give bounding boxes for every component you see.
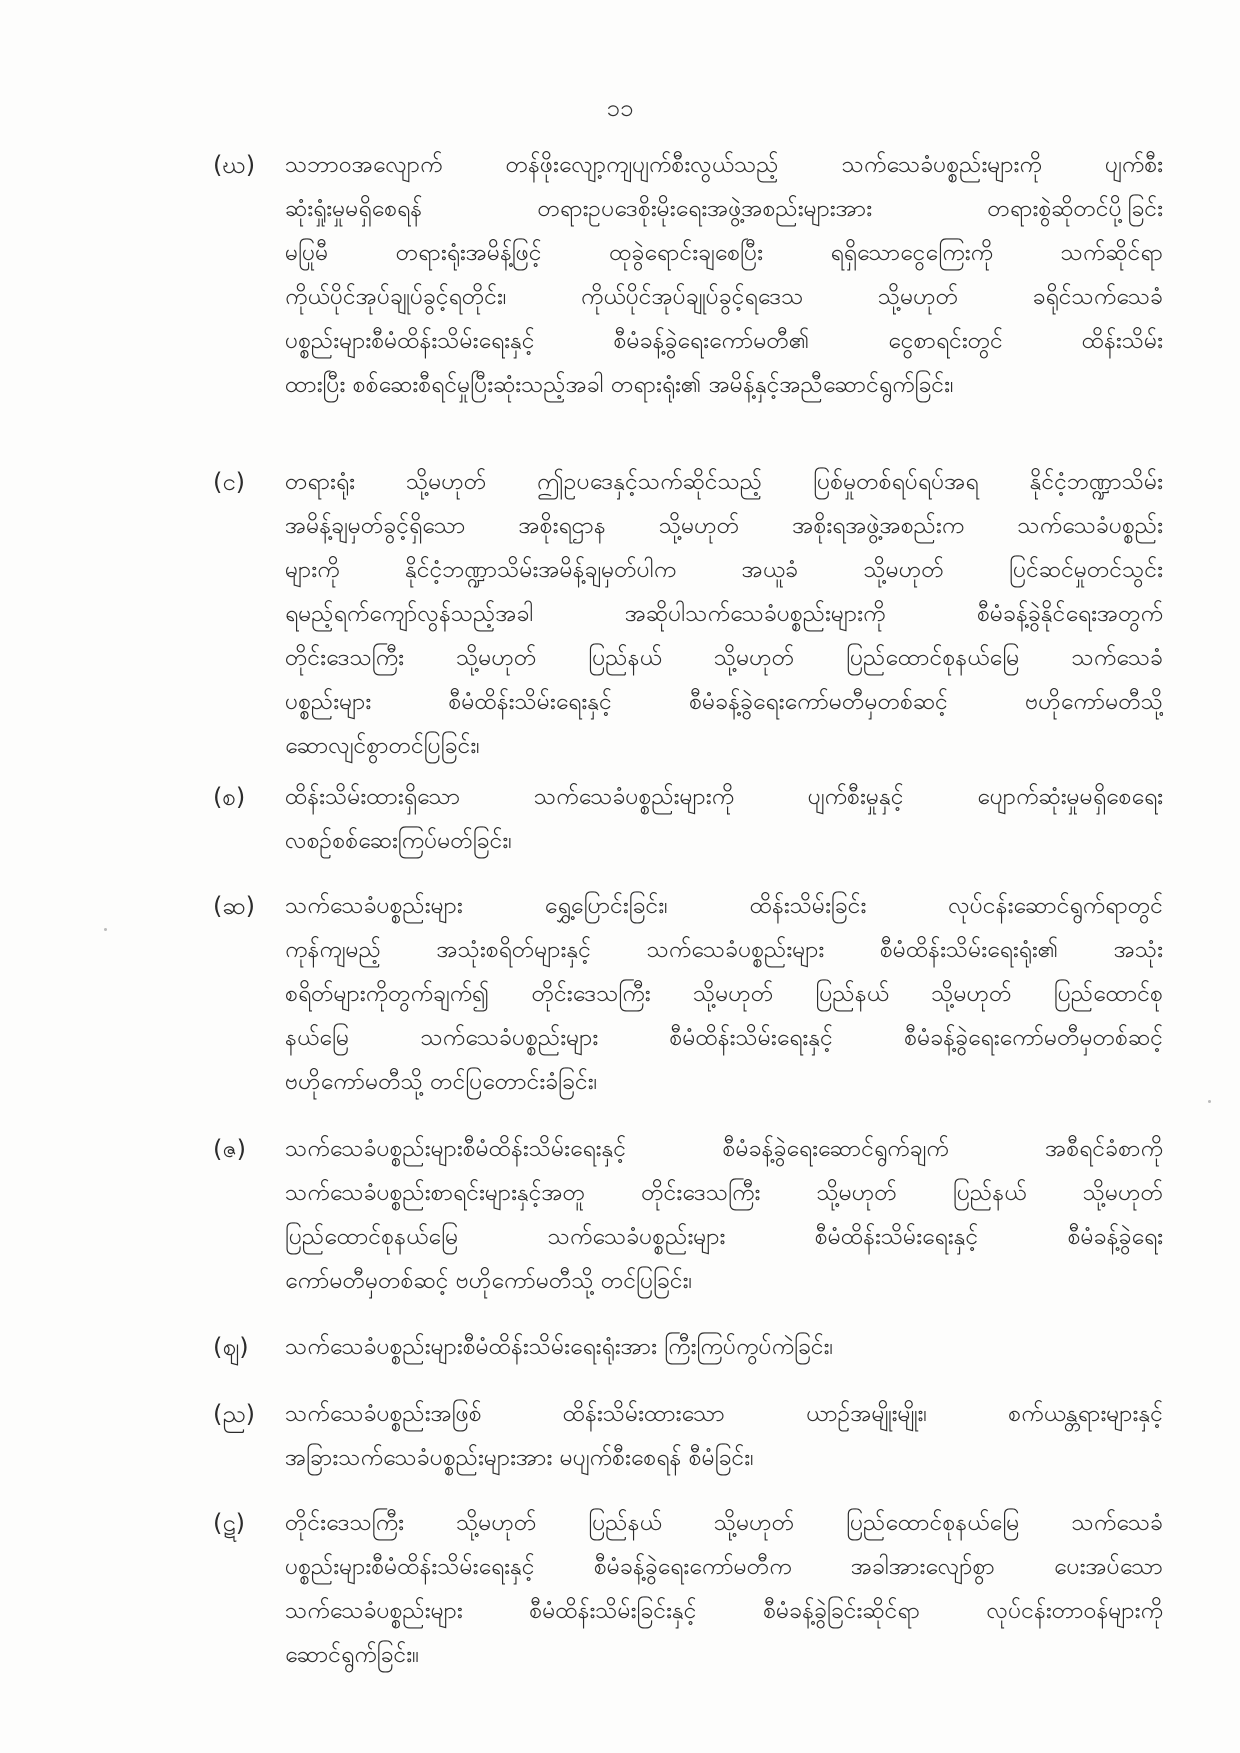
- text-line: ထားပြီး စစ်ဆေးစီရင်မှုပြီးဆုံးသည့်အခါ တရားရုံး၏ အမိန့်နှင့်အညီဆောင်ရွက်ခြင်း၊: [285, 372, 954, 398]
- text-line: အခြားသက်သေခံပစ္စည်းများအား မပျက်စီးစေရန် စီမံခြင်း၊: [285, 1445, 754, 1471]
- text-line: တိုင်းဒေသကြီး သို့မဟုတ် ပြည်နယ် သို့မဟုတ် ပြည်ထောင်စုနယ်မြေ သက်သေခံ: [285, 1510, 1163, 1536]
- text-line: ရမည့်ရက်ကျော်လွန်သည့်အခါ အဆိုပါသက်သေခံပစ္စည်းများကို စီမံခန့်ခွဲနိုင်ရေးအတွက်: [285, 601, 1163, 627]
- text-line: သက်သေခံပစ္စည်းအဖြစ် ထိန်းသိမ်းထားသော ယာဉ်အမျိုးမျိုး၊ စက်ယန္တရားများနှင့်: [285, 1401, 1163, 1427]
- page-number: ၁၁: [606, 94, 634, 122]
- text-line: ဆုံးရှုံးမှုမရှိစေရန် တရားဥပဒေစိုးမိုးရေးအဖွဲ့အစည်းများအား တရားစွဲဆိုတင်ပို့ခြင်း: [285, 196, 1163, 222]
- text-line: တိုင်းဒေသကြီး သို့မဟုတ် ပြည်နယ် သို့မဟုတ် ပြည်ထောင်စုနယ်မြေ သက်သေခံ: [285, 645, 1163, 671]
- scan-speck: [104, 928, 107, 931]
- text-line: သက်သေခံပစ္စည်းများ စီမံထိန်းသိမ်းခြင်းနှင့် စီမံခန့်ခွဲခြင်းဆိုင်ရာ လုပ်ငန်းတာဝန်များကို: [285, 1598, 1163, 1624]
- clause-label: (ဃ): [213, 151, 256, 179]
- clause-label: (ဇ): [213, 1135, 246, 1163]
- clause-text: [285, 1501, 1163, 1677]
- text-line: များကို နိုင်ငံ့ဘဏ္ဍာသိမ်းအမိန့်ချမှတ်ပါက အယူခံ သို့မဟုတ် ပြင်ဆင်မှုတင်သွင်း: [285, 557, 1163, 583]
- text-line: မပြုမီ တရားရုံးအမိန့်ဖြင့် ထုခွဲရောင်းချစေပြီး ရရှိသောငွေကြေးကို သက်ဆိုင်ရာ: [285, 240, 1163, 266]
- text-line: လစဉ်စစ်ဆေးကြပ်မတ်ခြင်း၊: [285, 828, 512, 854]
- text-line: ကုန်ကျမည့် အသုံးစရိတ်များနှင့် သက်သေခံပစ္စည်းများ စီမံထိန်းသိမ်းရေးရုံး၏ အသုံး: [285, 937, 1163, 963]
- clause-text: [285, 1325, 1163, 1369]
- clause-text: [285, 775, 1163, 863]
- text-line: သက်သေခံပစ္စည်းစာရင်းများနှင့်အတူ တိုင်းဒေသကြီး သို့မဟုတ် ပြည်နယ် သို့မဟုတ်: [285, 1180, 1163, 1206]
- text-line: ကိုယ်ပိုင်အုပ်ချုပ်ခွင့်ရတိုင်း၊ ကိုယ်ပိုင်အုပ်ချုပ်ခွင့်ရဒေသ သို့မဟုတ် ခရိုင်သက်သေခံ: [285, 284, 1163, 310]
- text-line: တရားရုံး သို့မဟုတ် ဤဥပဒေနှင့်သက်ဆိုင်သည့် ပြစ်မှုတစ်ရပ်ရပ်အရ နိုင်ငံ့ဘဏ္ဍာသိမ်း: [285, 469, 1163, 495]
- clause-label: (င): [213, 468, 246, 496]
- text-line: သဘာဝအလျောက် တန်ဖိုးလျော့ကျပျက်စီးလွယ်သည့် သက်သေခံပစ္စည်းများကို ပျက်စီး: [285, 152, 1163, 178]
- text-line: စရိတ်များကိုတွက်ချက်၍ တိုင်းဒေသကြီး သို့မဟုတ် ပြည်နယ် သို့မဟုတ် ပြည်ထောင်စု: [285, 981, 1163, 1007]
- clause-text: [285, 1127, 1163, 1303]
- scan-speck: [1208, 1100, 1211, 1103]
- text-line: ပစ္စည်းများစီမံထိန်းသိမ်းရေးနှင့် စီမံခန့်ခွဲရေးကော်မတီ၏ ငွေစာရင်းတွင် ထိန်းသိမ်း: [285, 328, 1163, 354]
- clause-label: (ဈ): [213, 1333, 249, 1361]
- text-line: ပစ္စည်းများစီမံထိန်းသိမ်းရေးနှင့် စီမံခန့်ခွဲရေးကော်မတီက အခါအားလျော်စွာ ပေးအပ်သော: [285, 1554, 1163, 1580]
- text-line: ထိန်းသိမ်းထားရှိသော သက်သေခံပစ္စည်းများကို ပျက်စီးမှုနှင့် ပျောက်ဆုံးမှုမရှိစေရေး: [285, 784, 1163, 810]
- text-line: ကော်မတီမှတစ်ဆင့် ဗဟိုကော်မတီသို့ တင်ပြခြင်း၊: [285, 1268, 693, 1294]
- clause-text: [285, 460, 1163, 768]
- clause-label: (စ): [213, 783, 246, 811]
- text-line: ပြည်ထောင်စုနယ်မြေ သက်သေခံပစ္စည်းများ စီမံထိန်းသိမ်းရေးနှင့် စီမံခန့်ခွဲရေး: [285, 1224, 1163, 1250]
- text-line: နယ်မြေ သက်သေခံပစ္စည်းများ စီမံထိန်းသိမ်းရေးနှင့် စီမံခန့်ခွဲရေးကော်မတီမှတစ်ဆင့်: [285, 1025, 1163, 1051]
- text-line: ဗဟိုကော်မတီသို့ တင်ပြတောင်းခံခြင်း၊: [285, 1069, 598, 1095]
- text-line: သက်သေခံပစ္စည်းများစီမံထိန်းသိမ်းရေးရုံးအား ကြီးကြပ်ကွပ်ကဲခြင်း၊: [285, 1334, 834, 1360]
- clause-label: (ဋ): [213, 1509, 246, 1537]
- clause-text: [285, 143, 1163, 407]
- text-line: အမိန့်ချမှတ်ခွင့်ရှိသော အစိုးရဌာန သို့မဟုတ် အစိုးရအဖွဲ့အစည်းက သက်သေခံပစ္စည်း: [285, 513, 1163, 539]
- text-line: ဆောင်ရွက်ခြင်း။: [285, 1642, 420, 1668]
- clause-text: [285, 884, 1163, 1104]
- clause-label: (ည): [213, 1400, 255, 1428]
- clause-text: [285, 1392, 1163, 1480]
- text-line: သက်သေခံပစ္စည်းများစီမံထိန်းသိမ်းရေးနှင့် စီမံခန့်ခွဲရေးဆောင်ရွက်ချက် အစီရင်ခံစာကို: [285, 1136, 1163, 1162]
- clause-label: (ဆ): [213, 892, 255, 920]
- text-line: သက်သေခံပစ္စည်းများ ရွှေ့ပြောင်းခြင်း၊ ထိန်းသိမ်းခြင်း လုပ်ငန်းဆောင်ရွက်ရာတွင်: [285, 893, 1163, 919]
- text-line: ပစ္စည်းများ စီမံထိန်းသိမ်းရေးနှင့် စီမံခန့်ခွဲရေးကော်မတီမှတစ်ဆင့် ဗဟိုကော်မတီသို့: [285, 689, 1163, 715]
- text-line: ဆောလျင်စွာတင်ပြခြင်း၊: [285, 733, 480, 759]
